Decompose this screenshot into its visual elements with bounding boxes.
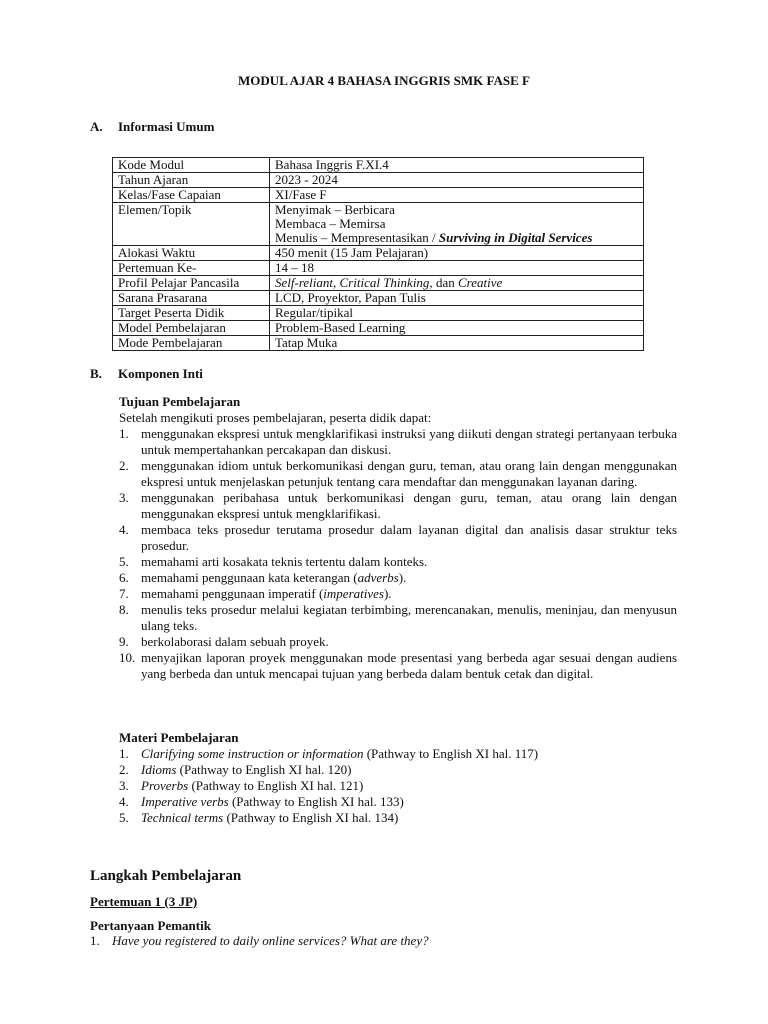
materi-heading: Materi Pembelajaran [119, 730, 239, 745]
list-item [119, 554, 677, 570]
list-item-number: 5. [119, 554, 129, 569]
table-row [113, 306, 644, 321]
kelas-key: Kelas/Fase Capaian [113, 188, 270, 203]
list-item-number: 3. [119, 778, 129, 793]
list-item-text: (Pathway to English XI hal. 134) [223, 810, 399, 825]
list-item-number: 3. [119, 490, 129, 505]
section-b-heading [90, 366, 203, 382]
list-item-number: 8. [119, 602, 129, 617]
info-table [112, 157, 644, 351]
sarana-key: Sarana Prasarana [113, 291, 270, 306]
list-item-text: (Pathway to English XI hal. 120) [176, 762, 352, 777]
list-item-text: memahami penggunaan kata keterangan ( [141, 570, 358, 585]
list-item [119, 458, 677, 490]
list-item-number: 10. [119, 650, 136, 665]
section-b-letter: B. [90, 366, 102, 381]
list-item [119, 762, 677, 778]
pemantik-question-number: 1. [90, 933, 100, 948]
list-item-topic: Idioms [141, 762, 177, 777]
pemantik-heading: Pertanyaan Pemantik [90, 918, 211, 933]
list-item-topic: Clarifying some instruction or information [141, 746, 364, 761]
list-item [119, 586, 677, 602]
pemantik-question-1 [90, 933, 429, 949]
materi-list [119, 746, 677, 826]
elemen-key: Elemen/Topik [113, 203, 270, 246]
elemen-topic: Surviving in Digital Services [438, 230, 593, 245]
list-item-number: 1. [119, 426, 129, 441]
list-item-text: menulis teks prosedur melalui kegiatan terbimbing, merencanakan, menulis, meninjau, dan menyusun ulang teks. [141, 602, 677, 633]
list-item [119, 810, 677, 826]
profil-value-2: Creative [457, 275, 503, 290]
list-item-text: menyajikan laporan proyek menggunakan mode presentasi yang berbeda agar sesuai dengan audiens yang berbeda dan untuk mencapai tujuan yang berbeda dalam bentuk cetak dan digital. [141, 650, 677, 681]
list-item-topic: Proverbs [141, 778, 189, 793]
list-item-number: 2. [119, 458, 129, 473]
section-a-label: Informasi Umum [118, 119, 215, 134]
table-row [113, 158, 644, 173]
section-a-letter: A. [90, 119, 103, 134]
list-item [119, 746, 677, 762]
tujuan-intro: Setelah mengikuti proses pembelajaran, peserta didik dapat: [119, 410, 432, 425]
list-item-text: berkolaborasi dalam sebuah proyek. [141, 634, 329, 649]
list-item-number: 9. [119, 634, 129, 649]
model-value: Problem-Based Learning [270, 321, 644, 336]
elemen-line-1: Menyimak – Berbicara [275, 202, 395, 217]
list-item-number: 4. [119, 794, 129, 809]
list-item-text: menggunakan idiom untuk berkomunikasi dengan guru, teman, atau orang lain dengan menggunakan ekspresi untuk menjelaskan petunjuk tentang cara mendaftar dan menggunakan layanan daring. [141, 458, 677, 489]
list-item-text: (Pathway to English XI hal. 133) [228, 794, 404, 809]
table-row [113, 321, 644, 336]
tujuan-heading: Tujuan Pembelajaran [119, 394, 241, 409]
target-value: Regular/tipikal [270, 306, 644, 321]
alokasi-value: 450 menit (15 Jam Pelajaran) [270, 246, 644, 261]
list-item-emphasis: imperatives [323, 586, 384, 601]
list-item-number: 5. [119, 810, 129, 825]
list-item-number: 7. [119, 586, 129, 601]
list-item-text: membaca teks prosedur terutama prosedur dalam layanan digital dan analisis dasar struktur teks prosedur. [141, 522, 677, 553]
tujuan-list [119, 426, 677, 682]
alokasi-key: Alokasi Waktu [113, 246, 270, 261]
tujuan-block [119, 394, 677, 682]
list-item [119, 522, 677, 554]
profil-value [270, 276, 644, 291]
document-title: MODUL AJAR 4 BAHASA INGGRIS SMK FASE F [238, 73, 530, 88]
list-item-text: menggunakan ekspresi untuk mengklarifikasi instruksi yang diikuti dengan strategi pertanyaan terbuka untuk mempertahankan percakapan dan diskusi. [141, 426, 677, 457]
list-item [119, 426, 677, 458]
langkah-heading: Langkah Pembelajaran [90, 868, 242, 884]
kelas-value: XI/Fase F [270, 188, 644, 203]
profil-value-mid: dan [432, 275, 458, 290]
list-item-number: 4. [119, 522, 129, 537]
list-item [119, 634, 677, 650]
sarana-value: LCD, Proyektor, Papan Tulis [270, 291, 644, 306]
list-item-topic: Technical terms [141, 810, 224, 825]
mode-value: Tatap Muka [270, 336, 644, 351]
table-row [113, 276, 644, 291]
list-item-text: menggunakan peribahasa untuk berkomunikasi dengan guru, teman, atau orang lain dengan menggunakan ekspresi untuk mengklarifikasi. [141, 490, 677, 521]
list-item-topic: Imperative verbs [141, 794, 229, 809]
section-b-label: Komponen Inti [118, 366, 203, 381]
list-item-text: (Pathway to English XI hal. 121) [188, 778, 364, 793]
kode-modul-key: Kode Modul [113, 158, 270, 173]
pertemuan-value: 14 – 18 [270, 261, 644, 276]
elemen-value [270, 203, 644, 246]
pertemuan-1-heading: Pertemuan 1 (3 JP) [90, 894, 198, 909]
list-item-number: 2. [119, 762, 129, 777]
section-a-heading [90, 119, 214, 135]
list-item [119, 794, 677, 810]
table-row [113, 188, 644, 203]
list-item-tail: ). [398, 570, 407, 585]
pemantik-question-text: Have you registered to daily online services? What are they? [112, 933, 429, 948]
elemen-line-2: Membaca – Memirsa [275, 216, 386, 231]
target-key: Target Peserta Didik [113, 306, 270, 321]
list-item-text: memahami arti kosakata teknis tertentu dalam konteks. [141, 554, 428, 569]
table-row [113, 336, 644, 351]
list-item [119, 602, 677, 634]
table-row [113, 173, 644, 188]
list-item [119, 570, 677, 586]
mode-key: Mode Pembelajaran [113, 336, 270, 351]
kode-modul-value: Bahasa Inggris F.XI.4 [270, 158, 644, 173]
table-row [113, 246, 644, 261]
list-item-text: memahami penggunaan imperatif ( [141, 586, 324, 601]
elemen-line-3 [275, 231, 638, 245]
list-item-tail: ). [383, 586, 392, 601]
tahun-ajaran-value: 2023 - 2024 [270, 173, 644, 188]
pertemuan-key: Pertemuan Ke- [113, 261, 270, 276]
profil-key: Profil Pelajar Pancasila [113, 276, 270, 291]
list-item [119, 490, 677, 522]
list-item-text: (Pathway to English XI hal. 117) [363, 746, 539, 761]
tahun-ajaran-key: Tahun Ajaran [113, 173, 270, 188]
list-item-emphasis: adverbs [357, 570, 399, 585]
profil-value-1: Self-reliant, Critical Thinking, [275, 275, 433, 290]
list-item [119, 778, 677, 794]
elemen-line-3-text: Menulis – Mempresentasikan / [275, 230, 439, 245]
list-item [119, 650, 677, 682]
list-item-number: 1. [119, 746, 129, 761]
materi-block [119, 730, 677, 826]
model-key: Model Pembelajaran [113, 321, 270, 336]
table-row [113, 261, 644, 276]
table-row [113, 203, 644, 246]
table-row [113, 291, 644, 306]
list-item-number: 6. [119, 570, 129, 585]
